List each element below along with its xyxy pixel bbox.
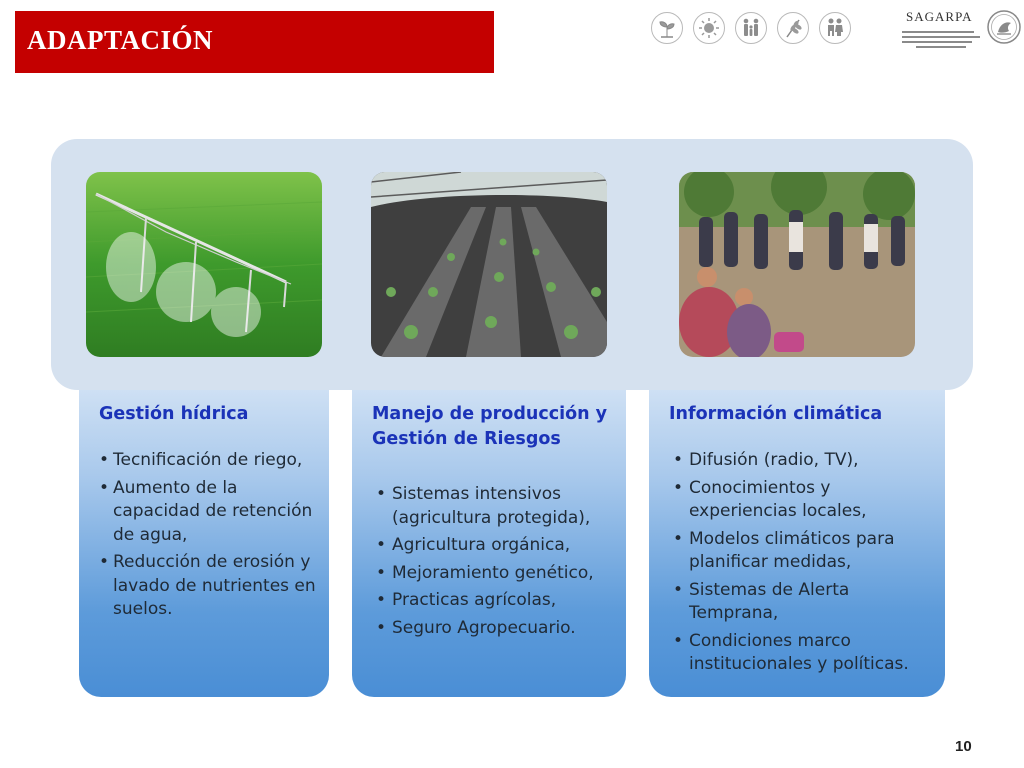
bullet-list [99,449,317,622]
list-item: • Difusión (radio, TV), [669,449,933,473]
card-water-management [79,356,329,697]
people-icon [819,12,851,44]
list-item: • Condiciones marco institucionales y políticas. [669,630,933,677]
card-title: Información climática [669,404,883,424]
bullet-list [669,449,933,677]
card-production-risk [352,356,626,697]
bullet-list [372,483,614,640]
title-bar [15,11,494,73]
sprout-icon [651,12,683,44]
list-item: • Agricultura orgánica, [372,534,614,558]
card-climate-information [649,356,945,697]
slide-title: ADAPTACIÓN [27,25,213,55]
header-icon-row [651,12,851,44]
greenhouse-photo [371,172,607,357]
list-item: • Sistemas de Alerta Temprana, [669,579,933,626]
community-meeting-photo [679,172,915,357]
sagarpa-logo [898,8,1024,48]
list-item: • Practicas agrícolas, [372,589,614,613]
card-title: Gestión hídrica [99,404,249,424]
list-item: • Tecnificación de riego, [99,449,317,473]
mexico-seal-icon [986,8,1022,46]
list-item: • Aumento de la capacidad de retención de agua, [99,477,317,548]
wheat-icon [777,12,809,44]
logo-wordmark: SAGARPA [906,9,973,24]
list-item: • Modelos climáticos para planificar medidas, [669,528,933,575]
list-item: • Seguro Agropecuario. [372,617,614,641]
irrigation-photo [86,172,322,357]
list-item: • Mejoramiento genético, [372,562,614,586]
family-icon [735,12,767,44]
list-item: • Conocimientos y experiencias locales, [669,477,933,524]
sun-icon [693,12,725,44]
card-title: Manejo de producción y Gestión de Riesgos [372,404,608,449]
list-item: • Reducción de erosión y lavado de nutrientes en suelos. [99,551,317,622]
logo-subtext-lines [902,28,982,51]
list-item: • Sistemas intensivos (agricultura protegida), [372,483,614,530]
page-number: 10 [955,738,972,755]
